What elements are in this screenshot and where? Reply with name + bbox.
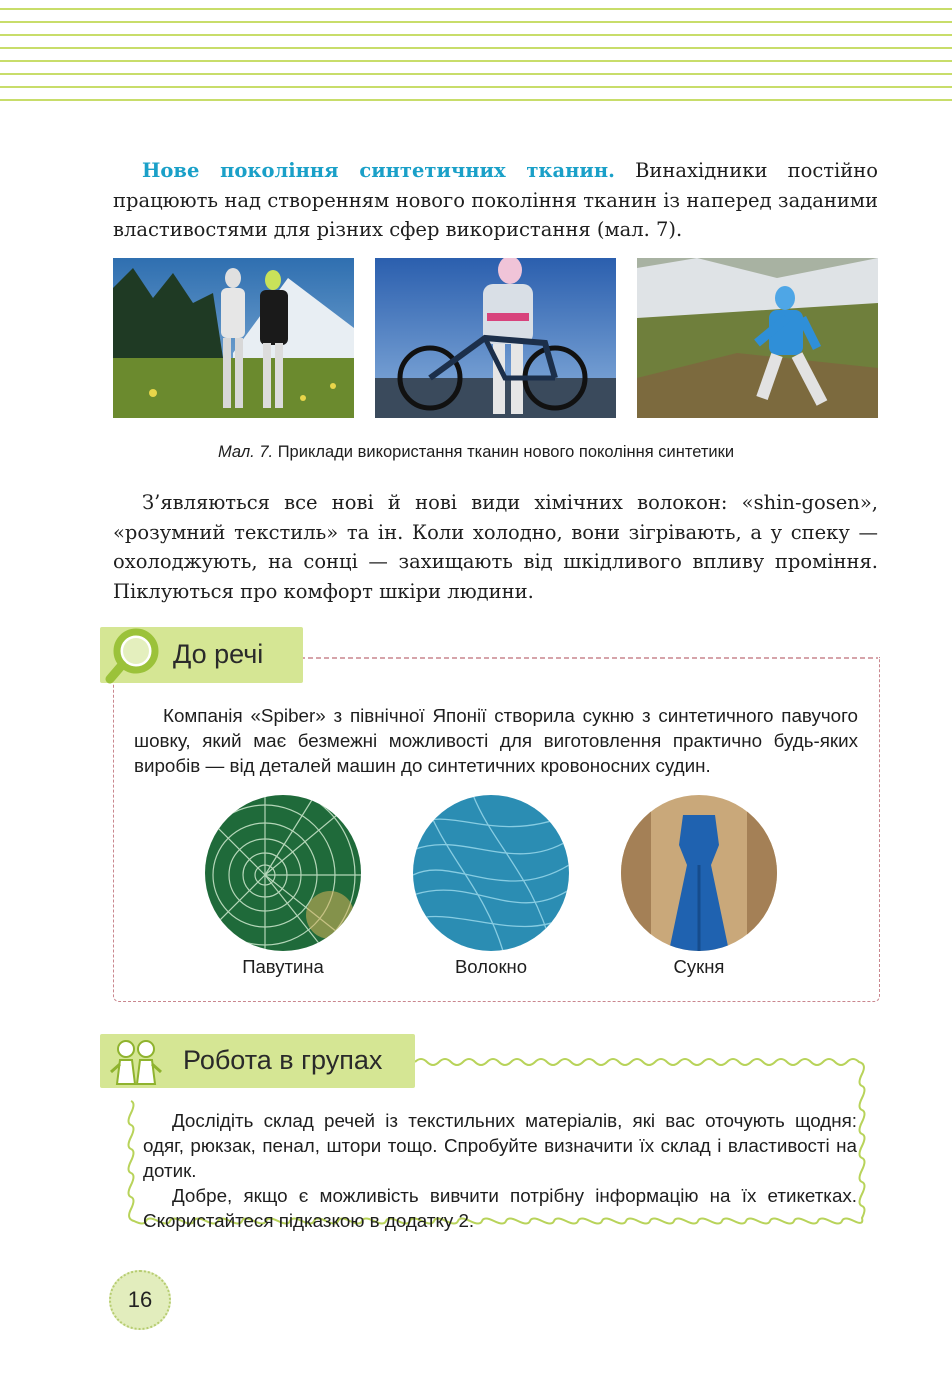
magnifier-icon bbox=[103, 624, 165, 688]
photo-runner bbox=[637, 258, 878, 418]
by-the-way-title: До речі bbox=[173, 639, 264, 669]
group-work-paragraph-2: Добре, якщо є можливість вивчити потрібну інформацію на їх етикетках. Скористайтеся підказкою в додатку 2. bbox=[143, 1185, 857, 1231]
photo-cyclist bbox=[375, 258, 616, 418]
circle-label-fiber: Волокно bbox=[454, 956, 528, 977]
circle-web-image bbox=[205, 795, 361, 951]
body-paragraph: З’являються все нові й нові види хімічних волокон: «shin-gosen», «розумний текстиль» та ін. Коли холодно, вони зігрівають, а у спеку — охолоджують, на сонці — захищають від шкідливого впливу проміння. Піклуються про комфорт шкіри людини. bbox=[113, 491, 878, 603]
header-stripes bbox=[0, 0, 952, 104]
page-number: 16 bbox=[127, 1287, 153, 1312]
children-group-icon bbox=[108, 1036, 164, 1086]
group-work-paragraph-1: Дослідіть склад речей із текстильних матеріалів, які вас оточують щодня: одяг, рюкзак, пенал, штори тощо. Спробуйте визначити їх склад і властивості на дотик. bbox=[143, 1110, 857, 1181]
circle-dress-image bbox=[621, 795, 777, 951]
intro-text: Винахідники постійно працюють над створенням нового покоління тканин із наперед заданими властивостями для різних сфер використання (мал. 7). bbox=[113, 159, 878, 241]
page-number-badge bbox=[109, 1270, 171, 1330]
by-the-way-top-border bbox=[300, 655, 880, 661]
figure-caption-text: Приклади використання тканин нового покоління синтетики bbox=[273, 443, 735, 461]
intro-paragraph bbox=[113, 156, 878, 245]
figure-caption-label: Мал. 7. bbox=[217, 443, 274, 461]
by-the-way-text: Компанія «Spiber» з північної Японії створила сукню з синтетичного павучого шовку, який має безмежні можливості для виготовлення практично будь-яких виробів — від деталей машин до синтетичних кровоносних судин. bbox=[134, 705, 858, 776]
intro-lead: Нове покоління синтетичних тканин. bbox=[142, 159, 615, 182]
circle-fiber-image bbox=[413, 795, 569, 951]
figure-caption bbox=[0, 443, 952, 462]
circle-label-web: Павутина bbox=[242, 956, 324, 977]
group-work-title: Робота в групах bbox=[183, 1045, 383, 1075]
photo-hikers bbox=[113, 258, 354, 418]
circle-label-dress: Сукня bbox=[673, 956, 725, 977]
